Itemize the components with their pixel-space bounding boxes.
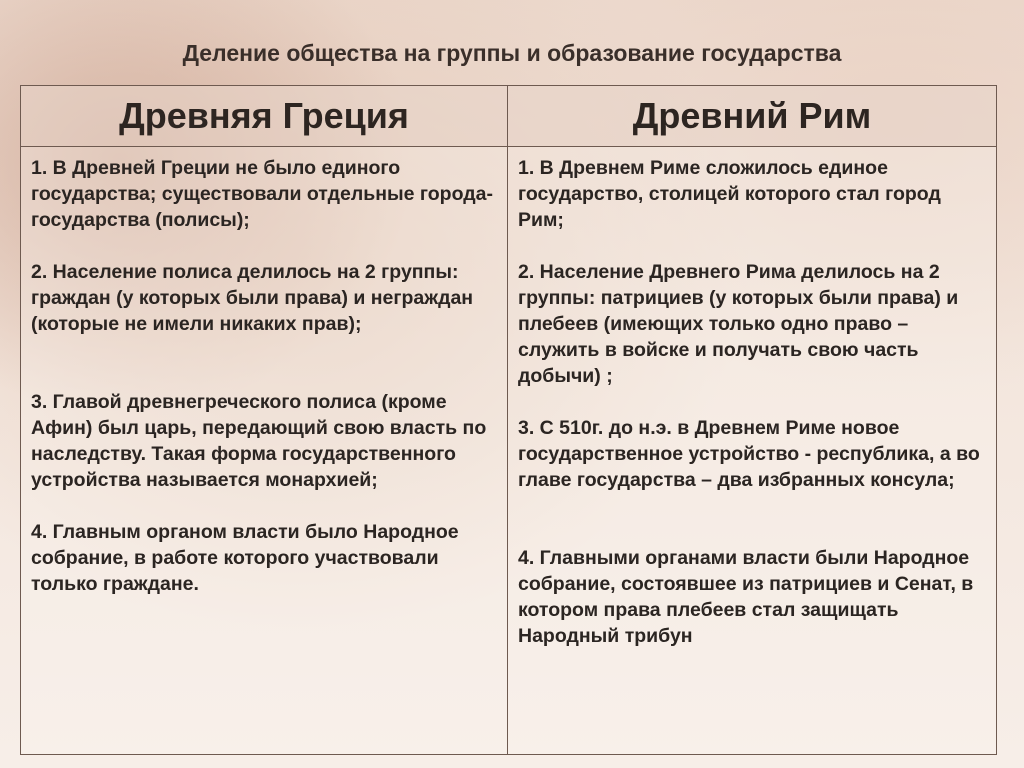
greece-point-2: 2. Население полиса делилось на 2 группы: граждан (у которых были права) и неграждан (которые не имели никаких прав); xyxy=(31,261,474,335)
greece-column xyxy=(21,147,508,755)
table-body-row xyxy=(21,147,997,755)
rome-point-2: 2. Население Древнего Рима делилось на 2 группы: патрициев (у которых были права) и плебеев (имеющих только одно право – служить в войске и получать свою часть добычи) ; xyxy=(518,261,959,387)
comparison-table xyxy=(20,85,997,755)
rome-column xyxy=(508,147,997,755)
slide-title: Деление общества на группы и образование государства xyxy=(182,40,842,66)
rome-point-3: 3. С 510г. до н.э. в Древнем Риме новое государственное устройство - республика, а во главе государства – два избранных консула; xyxy=(518,417,980,491)
header-ancient-greece: Древняя Греция xyxy=(21,86,508,147)
greece-point-4: 4. Главным органом власти было Народное собрание, в работе которого участвовали только граждане. xyxy=(31,521,459,595)
greece-point-1: 1. В Древней Греции не было единого государства; существовали отдельные города-государства (полисы); xyxy=(31,157,493,231)
header-ancient-rome: Древний Рим xyxy=(508,86,997,147)
greece-point-3: 3. Главой древнегреческого полиса (кроме Афин) был царь, передающий свою власть по наследству. Такая форма государственного устройства называется монархией; xyxy=(31,391,487,491)
rome-point-1: 1. В Древнем Риме сложилось единое государство, столицей которого стал город Рим; xyxy=(518,157,941,231)
table-header-row xyxy=(21,86,997,147)
rome-point-4: 4. Главными органами власти были Народное собрание, состоявшее из патрициев и Сенат, в котором права плебеев стал защищать Народный трибун xyxy=(518,547,974,647)
